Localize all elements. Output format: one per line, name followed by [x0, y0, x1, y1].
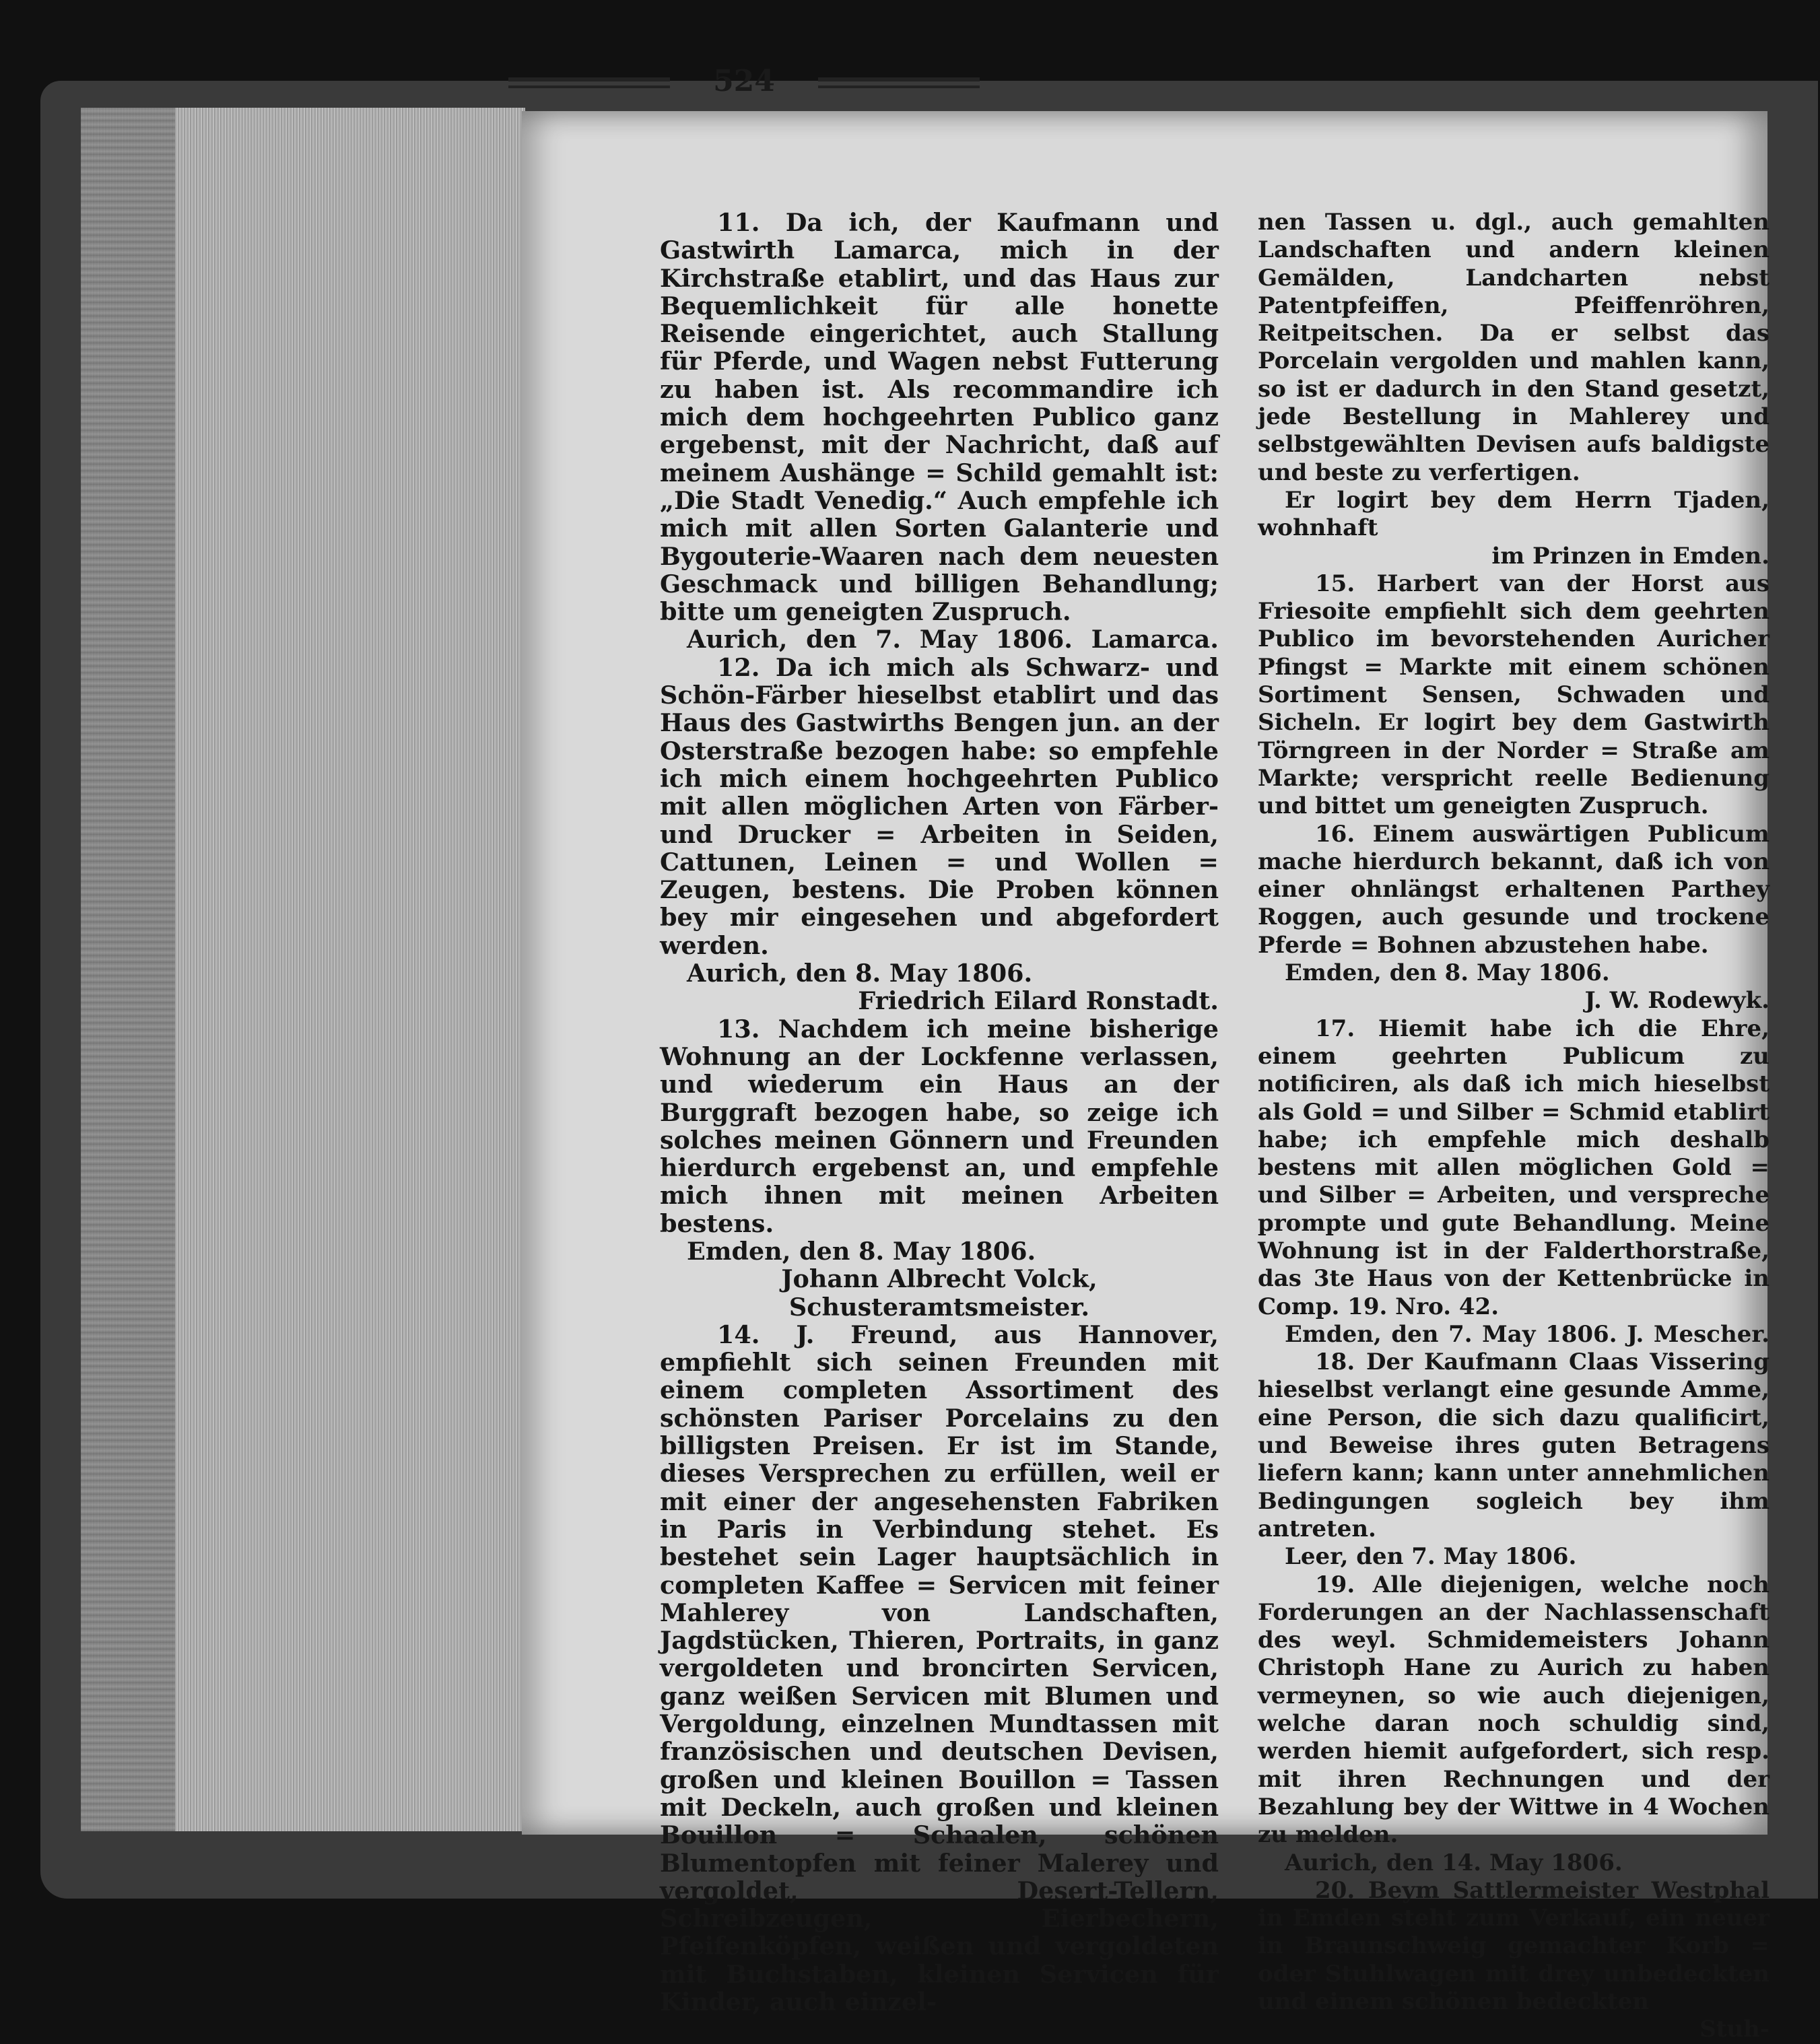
notice-line: Friedrich Eilard Ronstadt.: [858, 986, 1219, 1016]
notice-paragraph: 14. J. Freund, aus Hannover, empfiehlt sich seinen Freunden mit einem completen Assortiment des schönsten Pariser Porcelains zu den billigsten Preisen. Er ist im Stande, dieses Versprechen zu erfüllen, weil er mit einer der angesehensten Fabriken in Paris in Verbindung stehet. Es bestehet sein Lager hauptsächlich in completen Kaffee = Servicen mit feiner Mahlerey von Landschaften, Jagdstücken, Thieren, Portraits, in ganz vergoldeten und broncirten Servicen, ganz weißen Servicen mit Blumen und Vergoldung, einzelnen Mundtassen mit französischen und deutschen Devisen, großen und kleinen Bouillon = Tassen mit Deckeln, auch großen und kleinen Bouillon = Schaalen, schönen Blumentopfen mit feiner Malerey und vergoldet, Desert-Tellern, Schreibzeugen, Eierbechern, Pfeifenköpfen, weißen und vergoldeten mit Buchstaben, kleinen Servicen für Kinder, auch einzel-: [660, 1320, 1219, 2016]
notice-paragraph: nen Tassen u. dgl., auch gemahlten Landschaften und andern kleinen Gemälden, Landcharten nebst Patentpfeiffen, Pfeiffenröhren, Reitpeitschen. Da er selbst das Porcelain vergolden und mahlen kann, so ist er dadurch in den Stand gesetzt, jede Bestellung in Mahlerey und selbstgewählten Devisen aufs baldigste und beste zu verfertigen.: [1258, 209, 1770, 486]
notice-paragraph: 11. Da ich, der Kaufmann und Gastwirth Lamarca, mich in der Kirchstraße etablirt, und das Haus zur Bequemlichkeit für alle honette Reisende eingerichtet, auch Stallung für Pferde, und Wagen nebst Futterung zu haben ist. Als recommandire ich mich dem hochgeehrten Publico ganz ergebenst, mit der Nachricht, daß auf meinem Aushänge = Schild gemahlt ist: „Die Stadt Venedig.“ Auch empfehle ich mich mit allen Sorten Galanterie und Bygouterie-Waaren nach dem neuesten Geschmack und billigen Behandlung; bitte um geneigten Zuspruch.: [660, 208, 1219, 627]
notice-paragraph: 20. Beym Sattlermeister Westphal in Emden steht zum Verkauf, ein neuer in Braunschweig gemachter Korb = oder Stuhlwagen mit drey unbedeckten und einem schönen bedeckten: [1258, 1876, 1770, 2015]
notice-line: Aurich, den 14. May 1806.: [1285, 1849, 1623, 1876]
header-rule-right: [818, 77, 980, 88]
speckled-edge: [81, 108, 175, 1831]
notice-line: Emden, den 7. May 1806. J. Mescher.: [1285, 1320, 1770, 1348]
notice-paragraph: 18. Der Kaufmann Claas Vissering hieselbst verlangt eine gesunde Amme, eine Person, die sich dazu qualificirt, und Beweise ihres guten Betragens liefern kann; kann unter annehmlichen Bedingungen sogleich bey ihm antreten.: [1258, 1349, 1770, 1542]
notice-paragraph: 13. Nachdem ich meine bisherige Wohnung an der Lockfenne verlassen, und wiederum ein Haus an der Burggraft bezogen habe, so zeige ich solches meinen Gönnern und Freunden hierdurch ergebenst an, und empfehle mich ihnen mit meinen Arbeiten bestens.: [660, 1014, 1219, 1238]
left-column: [660, 209, 1219, 2016]
notice-line: J. W. Rodewyk.: [1584, 987, 1770, 1015]
notice-line: Leer, den 7. May 1806.: [1285, 1543, 1577, 1571]
notice-line: im Prinzen in Emden.: [1491, 542, 1770, 570]
notice-paragraph: 12. Da ich mich als Schwarz- und Schön-Färber hieselbst etablirt und das Haus des Gastwirths Bengen jun. an der Osterstraße bezogen habe: so empfehle ich mich einem hochgeehrten Publico mit allen möglichen Arten von Färber- und Drucker = Arbeiten in Seiden, Cattunen, Leinen = und Wollen = Zeugen, bestens. Die Proben können bey mir eingesehen und abgefordert werden.: [660, 652, 1219, 960]
notice-line: Emden, den 8. May 1806.: [1285, 959, 1610, 987]
notice-line: Emden, den 8. May 1806.: [687, 1236, 1036, 1266]
right-column: [1258, 209, 1770, 2044]
notice-line: Johann Albrecht Volck, Schusteramtsmeister.: [781, 1264, 1098, 1322]
page-header: [508, 64, 980, 104]
notice-paragraph: 15. Harbert van der Horst aus Friesoite empfiehlt sich dem geehrten Publico im bevorstehenden Auricher Pfingst = Markte mit einem schönen Sortiment Sensen, Schwaden und Sicheln. Er logirt bey dem Gastwirth Törngreen in der Norder = Straße am Markte; verspricht reelle Bedienung und bittet um geneigten Zuspruch.: [1258, 570, 1770, 820]
page-number: 524: [713, 64, 775, 98]
notice-paragraph: 19. Alle diejenigen, welche noch Forderungen an der Nachlassenschaft des weyl. Schmidemeisters Johann Christoph Hane zu Aurich zu haben vermeynen, so wie auch diejenigen, welche daran noch schuldig sind, werden hiemit aufgefordert, sich resp. mit ihren Rechnungen und der Bezahlung bey der Wittwe in 4 Wochen zu melden.: [1258, 1571, 1770, 1849]
notice-line: Aurich, den 7. May 1806. Lamarca.: [687, 625, 1219, 654]
notice-line: Stuh-: [1699, 2016, 1770, 2043]
notice-line: Er logirt bey dem Herrn Tjaden, wohnhaft: [1258, 486, 1770, 542]
notice-paragraph: 17. Hiemit habe ich die Ehre, einem geehrten Publicum zu notificiren, als daß ich mich hieselbst als Gold = und Silber = Schmid etablirt habe; ich empfehle mich deshalb bestens mit allen möglichen Gold = und Silber = Arbeiten, und verspreche prompte und gute Behandlung. Meine Wohnung ist in der Falderthorstraße, das 3te Haus von der Kettenbrücke in Comp. 19. Nro. 42.: [1258, 1015, 1770, 1320]
notice-paragraph: 16. Einem auswärtigen Publicum mache hierdurch bekannt, daß ich von einer ohnlängst erhaltenen Parthey Roggen, auch gesunde und trockene Pferde = Bohnen abzustehen habe.: [1258, 820, 1770, 959]
header-rule-left: [508, 77, 670, 88]
notice-line: Aurich, den 8. May 1806.: [687, 959, 1033, 988]
